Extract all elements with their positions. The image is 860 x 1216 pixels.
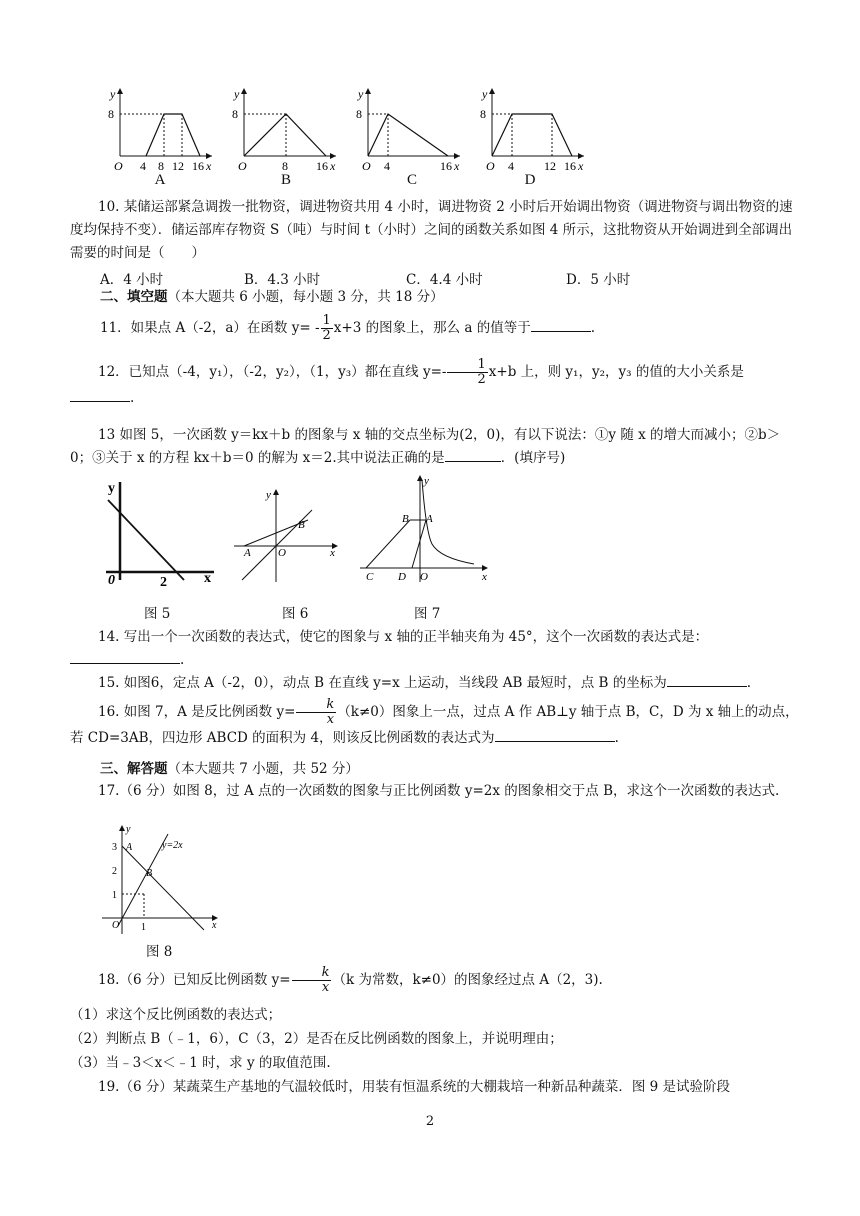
q14-text: 14. 写出一个一次函数的表达式，使它的图象与 x 轴的正半轴夹角为 45°，这个一次函数的表达式是： — [98, 629, 709, 645]
figure-8-caption: 图 8 — [146, 944, 173, 960]
q11-frac-den: 2 — [322, 328, 331, 343]
figure-8 — [96, 822, 222, 938]
q13-answer-blank[interactable] — [445, 447, 501, 462]
q15-end: . — [746, 675, 752, 691]
fig7-point-c: C — [366, 571, 374, 583]
figure-6-caption: 图 6 — [282, 606, 309, 622]
q18-text-after: （k 为常数，k≠0）的图象经过点 A（2，3). — [332, 972, 603, 988]
fig8-point-b: B — [146, 868, 153, 879]
graph-a-plot — [100, 84, 212, 174]
question-11 — [100, 314, 830, 343]
section-3-title: 三、解答题 — [100, 761, 168, 777]
fig5-x-label: x — [204, 571, 211, 586]
graph-b — [224, 84, 336, 188]
graph-b-y-tick: 8 — [232, 107, 238, 121]
fig5-x-tick: 2 — [160, 575, 167, 588]
figure-5 — [96, 476, 220, 588]
graph-a-x-tick-3: 16 — [192, 159, 204, 173]
figure-5-caption: 图 5 — [144, 606, 171, 622]
graph-d-plot — [472, 84, 584, 174]
figure-7 — [358, 472, 492, 586]
option-d: D．5 小时 — [566, 272, 631, 288]
q16-frac-den: x — [326, 712, 335, 727]
q15-text: 15. 如图6，定点 A（-2，0），动点 B 在直线 y=x 上运动，当线段 AB 最短时，点 B 的坐标为 — [98, 675, 667, 691]
q14-end: . — [180, 652, 185, 668]
graph-d-y-tick: 8 — [480, 107, 486, 121]
option-b: B．4.3 小时 — [244, 272, 321, 288]
q16-text-before: 16. 如图 7，A 是反比例函数 y= — [98, 704, 296, 720]
figure-7-caption: 图 7 — [414, 606, 441, 622]
fig5-y-label: y — [108, 481, 115, 496]
graph-d-x-tick-0: 4 — [508, 159, 514, 173]
fig6-origin: O — [278, 547, 286, 559]
graph-a — [100, 84, 212, 188]
q12-text-after: x+b 上，则 y₁，y₂，y₃ 的值的大小关系是 — [488, 364, 744, 380]
q18-sub-2: （2）判断点 B（﹣1，6），C（3，2）是否在反比例函数的图象上，并说明理由； — [70, 1031, 563, 1047]
q16-end: . — [614, 730, 619, 746]
q16-text-after: （k≠0）图象上一点，过点 A 作 AB⊥y 轴于点 B，C，D 为 x 轴上的动点，若 CD=3AB，四边形 ABCD 的面积为 4，则该反比例函数的表达式为 — [70, 704, 799, 746]
question-14 — [70, 626, 800, 672]
q18-text-before: 18.（6 分）已知反比例函数 y= — [98, 972, 291, 988]
q16-fraction — [296, 698, 336, 727]
graph-a-x-tick-2: 12 — [172, 159, 184, 173]
graph-d-origin: O — [486, 159, 495, 173]
fig8-y-tick-1: 1 — [112, 890, 117, 901]
graph-c-y-label: y — [358, 87, 364, 101]
question-18 — [70, 966, 800, 995]
graph-c-plot — [348, 84, 460, 174]
graph-c-x-tick-1: 16 — [440, 159, 452, 173]
graph-b-plot — [224, 84, 336, 174]
fig7-point-d: D — [398, 571, 406, 583]
question-16 — [70, 698, 800, 750]
graph-c-y-tick: 8 — [356, 107, 362, 121]
section-3-heading — [100, 758, 830, 781]
q12-fraction — [447, 358, 487, 387]
graph-d-x-tick-1: 12 — [544, 159, 556, 173]
section-2-heading — [100, 286, 830, 309]
graph-a-x-tick-1: 8 — [158, 159, 164, 173]
fig7-x-label: x — [482, 571, 487, 583]
graph-a-y-label: y — [110, 87, 116, 101]
graph-b-y-label: y — [234, 87, 240, 101]
q11-text-before: 11．如果点 A（-2，a）在函数 y= - — [100, 320, 320, 336]
fig8-x-label: x — [212, 920, 217, 931]
graph-d — [472, 84, 584, 188]
graph-a-x-label: x — [206, 159, 212, 173]
question-10: 10. 某储运部紧急调拨一批物资，调进物资共用 4 小时，调进物资 2 小时后开始调出物资（调进物资与调出物资的速度均保持不变）．储运部库存物资 S（吨）与时间 t（小时）之间的函数关系如图 4 所示，这批物资从开始调进到全部调出需要的时间是（ ） — [70, 199, 793, 261]
fig8-y-tick-3: 3 — [112, 842, 117, 853]
graph-c-label: C — [406, 172, 417, 188]
fig6-y-label: y — [266, 489, 271, 501]
fig5-origin: 0 — [108, 573, 115, 588]
q18-sub-3: （3）当﹣3＜x＜﹣1 时，求 y 的取值范围. — [70, 1055, 331, 1071]
q16-frac-num: k — [296, 698, 336, 713]
page-number: 2 — [425, 1114, 435, 1129]
q11-fraction — [321, 314, 333, 343]
q11-frac-num: 1 — [322, 313, 331, 328]
q14-answer-blank[interactable] — [70, 649, 180, 664]
fig7-y-label: y — [424, 475, 429, 487]
fig7-origin: O — [420, 571, 428, 583]
question-17: 17.（6 分）如图 8，过 A 点的一次函数的图象与正比例函数 y=2x 的图象相交于点 B，求这个一次函数的表达式. — [98, 783, 780, 799]
q18-fraction — [292, 966, 332, 995]
fig7-point-a: A — [426, 513, 433, 525]
fig6-x-label: x — [330, 547, 335, 559]
option-c: C．4.4 小时 — [406, 272, 483, 288]
option-a: A．4 小时 — [100, 272, 164, 288]
section-2-note: （本大题共 6 小题，每小题 3 分，共 18 分） — [167, 289, 444, 305]
q12-frac-den: 2 — [477, 372, 486, 387]
graph-a-x-tick-0: 4 — [140, 159, 146, 173]
fig8-y-label: y — [126, 824, 131, 835]
question-13 — [70, 424, 800, 470]
q11-text-after: x+3 的图象上，那么 a 的值等于 — [333, 320, 531, 336]
graph-b-origin: O — [238, 159, 247, 173]
fig8-point-a: A — [126, 842, 133, 853]
q12-text-before: 12．已知点（-4，y₁），（-2，y₂），（1，y₃）都在直线 y=- — [98, 364, 447, 380]
fig7-point-b: B — [402, 513, 409, 525]
q12-frac-num: 1 — [447, 358, 487, 373]
fig8-origin: O — [112, 920, 120, 931]
graph-b-x-tick-1: 16 — [316, 159, 328, 173]
answer-graphs-row — [100, 84, 610, 194]
graph-d-label: D — [524, 172, 536, 188]
graph-d-x-label: x — [578, 159, 584, 173]
fig8-line-label: y=2x — [162, 840, 183, 851]
fig6-point-a: A — [244, 547, 251, 559]
figure-6 — [232, 484, 342, 584]
graph-a-label: A — [154, 172, 166, 188]
graph-b-x-label: x — [330, 159, 336, 173]
q18-sub-1: （1）求这个反比例函数的表达式； — [70, 1007, 282, 1023]
graph-b-x-tick-0: 8 — [282, 159, 288, 173]
question-15 — [70, 672, 800, 695]
question-12 — [70, 358, 800, 410]
graph-c-x-label: x — [454, 159, 460, 173]
question-19: 19.（6 分）某蔬菜生产基地的气温较低时，用装有恒温系统的大棚栽培一种新品种蔬菜．图 9 是试验阶段 — [98, 1079, 731, 1095]
fig6-point-b: B — [298, 519, 305, 531]
q13-end: ．(填序号) — [500, 450, 566, 466]
q18-frac-num: k — [292, 966, 332, 981]
q12-answer-blank[interactable] — [70, 387, 130, 402]
graph-d-y-label: y — [482, 87, 488, 101]
graph-a-y-tick: 8 — [108, 107, 114, 121]
q13-text: 13 如图 5，一次函数 y＝kx＋b 的图象与 x 轴的交点坐标为(2，0)，有以下说法：①y 随 x 的增大而减小；②b＞0；③关于 x 的方程 kx＋b＝0 的解为 x＝2.其中说法正确的是 — [70, 427, 781, 466]
q18-frac-den: x — [321, 980, 330, 995]
graph-c-origin: O — [362, 159, 371, 173]
graph-c-x-tick-0: 4 — [384, 159, 390, 173]
fig8-y-tick-2: 2 — [112, 866, 117, 877]
q15-answer-blank[interactable] — [667, 672, 747, 687]
section-3-note: （本大题共 7 小题，共 52 分） — [167, 761, 359, 777]
graph-b-label: B — [280, 172, 291, 188]
graph-c — [348, 84, 460, 188]
q11-answer-blank[interactable] — [531, 317, 591, 332]
q11-end: . — [590, 320, 596, 336]
graph-d-x-tick-2: 16 — [564, 159, 576, 173]
fig8-x-tick-1: 1 — [141, 922, 146, 933]
graph-a-origin: O — [114, 159, 123, 173]
q16-answer-blank[interactable] — [495, 727, 615, 742]
section-2-title: 二、填空题 — [100, 289, 168, 305]
q12-end: . — [130, 390, 135, 406]
